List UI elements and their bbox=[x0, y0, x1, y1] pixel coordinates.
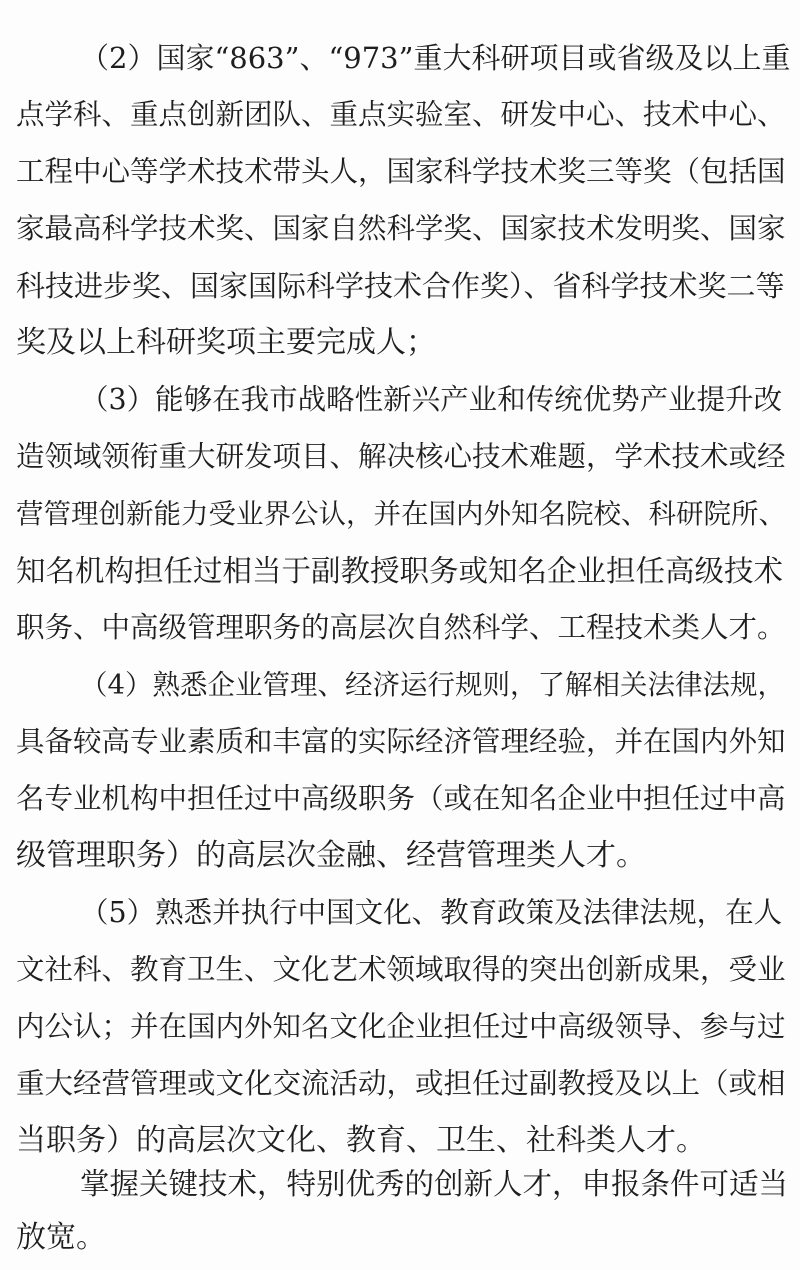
text-line: 当职务）的高层次文化、教育、卫生、社科类人才。 bbox=[16, 1123, 706, 1158]
text-line: 掌握关键技术，特别优秀的创新人才，申报条件可适当 bbox=[80, 1167, 789, 1201]
text-line: 造领域领衔重大研发项目、解决核心技术难题，学术技术或经 bbox=[16, 440, 786, 473]
text-line: 具备较高专业素质和丰富的实际经济管理经验，并在国内外知 bbox=[16, 725, 786, 758]
text-line: 知名机构担任过相当于副教授职务或知名企业担任高级技术 bbox=[16, 554, 784, 588]
text-line: （2）国家“863”、“973”重大科研项目或省级及以上重 bbox=[80, 41, 791, 75]
text-line: 职务、中高级管理职务的高层次自然科学、工程技术类人才。 bbox=[16, 611, 786, 644]
text-line: 营管理创新能力受业界公认，并在国内外知名院校、科研院所、 bbox=[16, 498, 786, 530]
text-line: （3）能够在我市战略性新兴产业和传统优势产业提升改 bbox=[80, 383, 783, 416]
text-line: （4）熟悉企业管理、经济运行规则，了解相关法律法规， bbox=[80, 669, 785, 701]
text-line: 内公认；并在国内外知名文化企业担任过中高级领导、参与过 bbox=[16, 1010, 786, 1043]
text-line: 家最高科学技术奖、国家自然科学奖、国家技术发明奖、国家 bbox=[16, 212, 786, 245]
text-line: 文社科、教育卫生、文化艺术领域取得的突出创新成果，受业 bbox=[16, 953, 786, 986]
text-line: （5）熟悉并执行中国文化、教育政策及法律法规，在人 bbox=[80, 896, 783, 929]
text-line: 科技进步奖、国家国际科学技术合作奖）、省科学技术奖二等 bbox=[16, 269, 785, 303]
text-line: 级管理职务）的高层次金融、经营管理类人才。 bbox=[16, 838, 646, 873]
text-line: 名专业机构中担任过中高级职务（或在知名企业中担任过中高 bbox=[16, 782, 786, 815]
text-line: 放宽。 bbox=[16, 1220, 106, 1255]
text-line: 奖及以上科研奖项主要完成人； bbox=[16, 325, 436, 360]
text-line: 点学科、重点创新团队、重点实验室、研发中心、技术中心、 bbox=[16, 98, 786, 131]
text-line: 工程中心等学术技术带头人，国家科学技术奖三等奖（包括国 bbox=[16, 155, 786, 188]
text-line: 重大经营管理或文化交流活动，或担任过副教授及以上（或相 bbox=[16, 1067, 786, 1100]
